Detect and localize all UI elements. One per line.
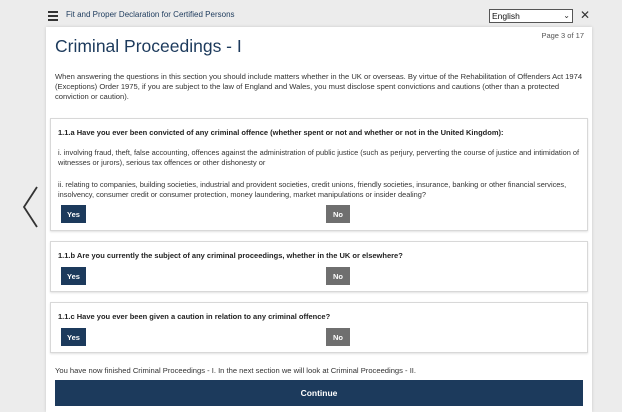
hamburger-menu-icon[interactable] [48, 11, 58, 20]
chevron-down-icon: ⌄ [563, 11, 570, 20]
no-button[interactable]: No [326, 205, 350, 223]
chevron-left-icon[interactable] [20, 185, 42, 229]
question-1-1-c [50, 302, 588, 353]
yes-button[interactable]: Yes [61, 267, 86, 285]
close-icon[interactable]: ✕ [580, 8, 591, 22]
no-button[interactable]: No [326, 267, 350, 285]
intro-text: When answering the questions in this section you should include matters whether in the UK or overseas. By virtue of the Rehabilitation of Offenders Act 1974 (Exceptions) Order 1975, if you are subject to the law of England and Wales, you must disclose spent convictions and cautions (other than a protected conviction or caution). [55, 72, 583, 101]
page-counter: Page 3 of 17 [541, 31, 584, 40]
question-1-1-a [50, 118, 588, 231]
question-title: 1.1.c Have you ever been given a caution in relation to any criminal offence? [58, 312, 331, 321]
finish-note: You have now finished Criminal Proceedings - I. In the next section we will look at Criminal Proceedings - II. [55, 366, 417, 375]
question-detail-ii: ii. relating to companies, building societies, industrial and provident societies, credit unions, friendly societies, insurance, banking or other financial services, insolvency, consumer credit or consumer protection, money laundering, market manipulations or insider dealing? [58, 180, 567, 199]
continue-button[interactable]: Continue [55, 380, 583, 406]
question-1-1-b [50, 241, 588, 292]
yes-button[interactable]: Yes [61, 205, 86, 223]
form-card [46, 27, 592, 412]
no-button[interactable]: No [326, 328, 350, 346]
yes-button[interactable]: Yes [61, 328, 86, 346]
question-title: 1.1.a Have you ever been convicted of any criminal offence (whether spent or not and whether or not in the United Kingdom): [58, 128, 504, 137]
page-title: Criminal Proceedings - I [55, 36, 242, 56]
app-title: Fit and Proper Declaration for Certified Persons [66, 10, 235, 19]
question-detail-i: i. involving fraud, theft, false accounting, offences against the administration of public justice (such as perjury, perverting the course of justice and intimidation of witnesses or jurors), serious tax offences or other dishonesty or [58, 148, 580, 167]
language-select[interactable] [489, 9, 573, 23]
question-title: 1.1.b Are you currently the subject of any criminal proceedings, whether in the UK or elsewhere? [58, 251, 403, 260]
language-value: English [492, 11, 520, 21]
